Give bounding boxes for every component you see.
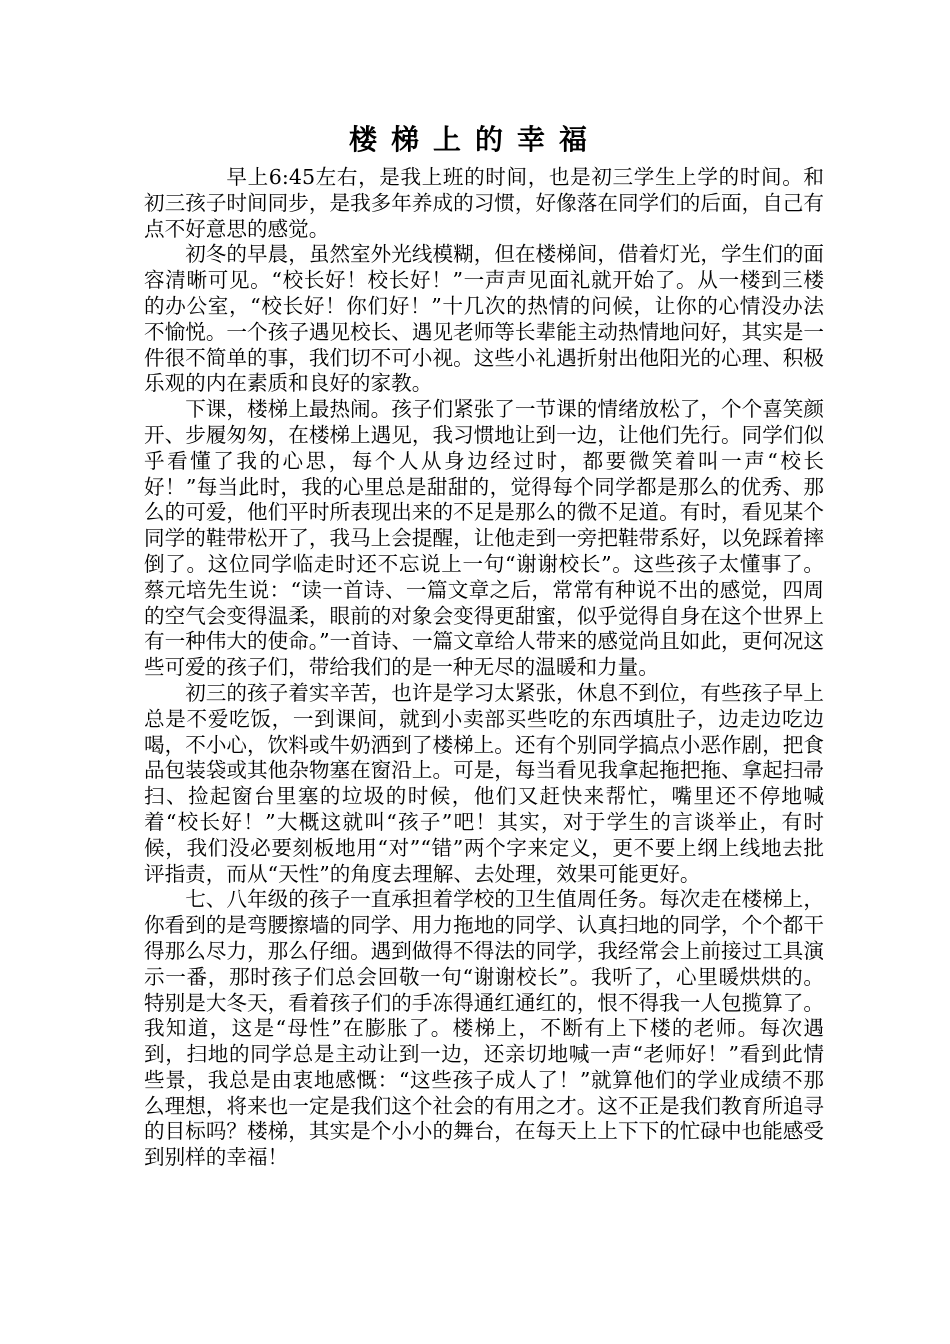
paragraph-3: 下课，楼梯上最热闹。孩子们紧张了一节课的情绪放松了，个个喜笑颜开、步履匆匆，在楼梯上遇见，我习惯地让到一边，让他们先行。同学们似乎看懂了我的心思，每个人从身边经过时，都要微笑着叫一声“校长好！”每当此时，我的心里总是甜甜的，觉得每个同学都是那么的优秀、那么的可爱，他们平时所表现出来的不足是那么的微不足道。有时，看见某个同学的鞋带松开了，我马上会提醒，让他走到一旁把鞋带系好，以免踩着摔倒了。这位同学临走时还不忘说上一句“谢谢校长”。这些孩子太懂事了。蔡元培先生说：“读一首诗、一篇文章之后，常常有种说不出的感觉，四周的空气会变得温柔，眼前的对象会变得更甜蜜，似乎觉得自身在这个世界上有一种伟大的使命。”一首诗、一篇文章给人带来的感觉尚且如此，更何况这些可爱的孩子们，带给我们的是一种无尽的温暖和力量。 xyxy=(144,397,824,680)
paragraph-2: 初冬的早晨，虽然室外光线模糊，但在楼梯间，借着灯光，学生们的面容清晰可见。“校长好！校长好！”一声声见面礼就开始了。从一楼到三楼的办公室，“校长好！你们好！”十几次的热情的问候，让你的心情没办法不愉悦。一个孩子遇见校长、遇见老师等长辈能主动热情地问好，其实是一件很不简单的事，我们切不可小视。这些小礼遇折射出他阳光的心理、积极乐观的内在素质和良好的家教。 xyxy=(144,242,824,396)
paragraph-4: 初三的孩子着实辛苦，也许是学习太紧张，休息不到位，有些孩子早上总是不爱吃饭，一到课间，就到小卖部买些吃的东西填肚子，边走边吃边喝，不小心，饮料或牛奶洒到了楼梯上。还有个别同学搞点小恶作剧，把食品包装袋或其他杂物塞在窗沿上。可是，每当看见我拿起拖把拖、拿起扫帚扫、捡起窗台里塞的垃圾的时候，他们又赶快来帮忙，嘴里还不停地喊着“校长好！”大概这就叫“孩子”吧！其实，对于学生的言谈举止，有时候，我们没必要刻板地用“对”“错”两个字来定义，更不要上纲上线地去批评指责，而从“天性”的角度去理解、去处理，效果可能更好。 xyxy=(144,680,824,886)
paragraph-5: 七、八年级的孩子一直承担着学校的卫生值周任务。每次走在楼梯上，你看到的是弯腰擦墙的同学、用力拖地的同学、认真扫地的同学，个个都干得那么尽力，那么仔细。遇到做得不得法的同学，我经常会上前接过工具演示一番，那时孩子们总会回敬一句“谢谢校长”。我听了，心里暖烘烘的。特别是大冬天，看着孩子们的手冻得通红通红的，恨不得我一人包揽算了。我知道，这是“母性”在膨胀了。楼梯上，不断有上下楼的老师。每次遇到，扫地的同学总是主动让到一边，还亲切地喊一声“老师好！”看到此情些景，我总是由衷地感慨：“这些孩子成人了！”就算他们的学业成绩不那么理想，将来也一定是我们这个社会的有用之才。这不正是我们教育所追寻的目标吗？楼梯，其实是个小小的舞台，在每天上上下下的忙碌中也能感受到别样的幸福！ xyxy=(144,887,824,1170)
paragraph-1: 早上6:45左右，是我上班的时间，也是初三学生上学的时间。和初三孩子时间同步，是我多年养成的习惯，好像落在同学们的后面，自己有点不好意思的感觉。 xyxy=(144,165,824,241)
document-title: 楼梯上的幸福 xyxy=(348,123,601,156)
document-body xyxy=(144,165,824,1171)
